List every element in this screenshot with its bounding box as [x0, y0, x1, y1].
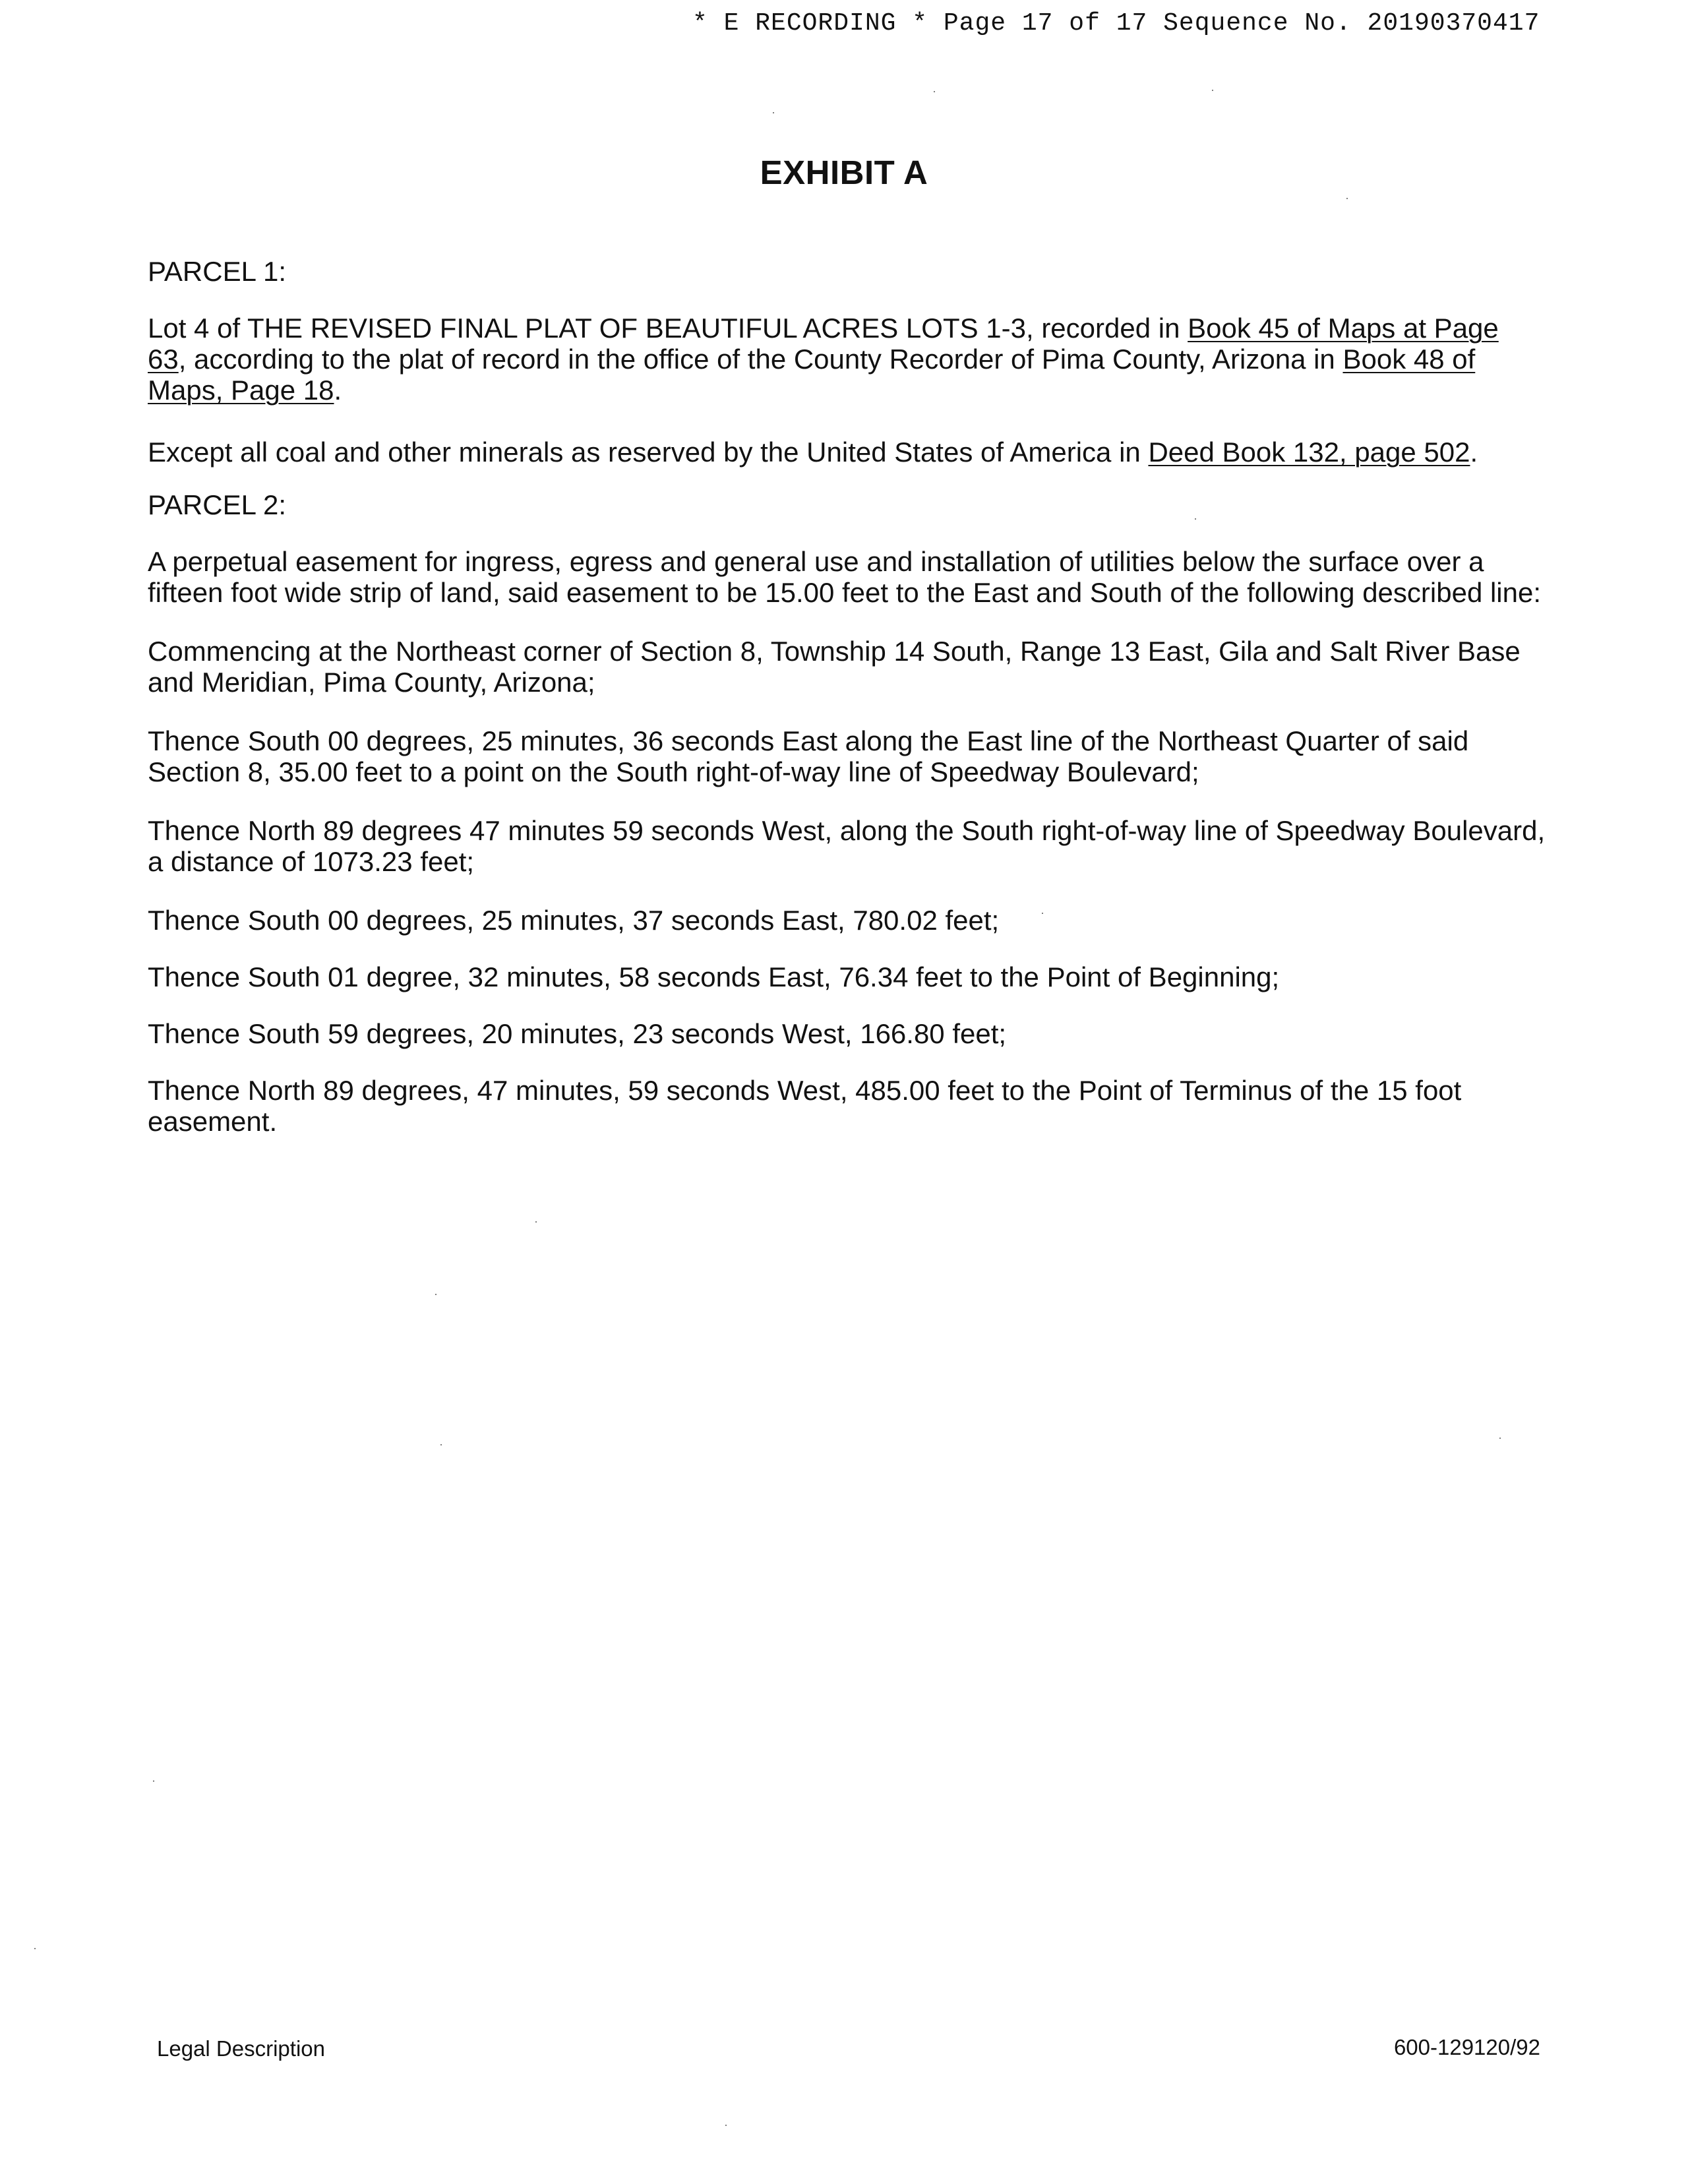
- call-2-line-1: Thence North 89 degrees 47 minutes 59 seconds West, along the South right-of-way line of Speedway Boulevard,: [148, 815, 1546, 846]
- lot-line-2: [148, 344, 1532, 375]
- call-6-paragraph: [148, 1075, 1532, 1137]
- call-3-line: Thence South 00 degrees, 25 minutes, 37 seconds East, 780.02 feet;: [148, 905, 1000, 936]
- scan-speck: [435, 1294, 437, 1295]
- call-1-line-1: Thence South 00 degrees, 25 minutes, 36 seconds East along the East line of the Northeast Quarter of said: [148, 725, 1469, 756]
- book-48-reference: Book 48 of: [1342, 344, 1476, 375]
- call-2-line-2: a distance of 1073.23 feet;: [148, 846, 475, 877]
- call-5-line: Thence South 59 degrees, 20 minutes, 23 seconds West, 166.80 feet;: [148, 1018, 1007, 1049]
- scan-speck: [1346, 198, 1348, 199]
- parcel1-heading: [148, 256, 1532, 287]
- except-line: [148, 437, 1532, 468]
- scan-speck: [535, 1221, 537, 1223]
- call-5-paragraph: [148, 1018, 1532, 1049]
- commencing-paragraph: [148, 636, 1532, 698]
- scan-speck: [153, 1780, 154, 1782]
- book-45-reference: Book 45 of Maps at Page: [1188, 313, 1499, 344]
- scan-speck: [1212, 90, 1213, 91]
- lot-line-2-text: , according to the plat of record in the office of the County Recorder of Pima County, Arizona in: [178, 344, 1343, 375]
- easement-line-2: fifteen foot wide strip of land, said easement to be 15.00 feet to the East and South of the following described line:: [148, 577, 1542, 608]
- footer-legal-description: Legal Description: [157, 2036, 325, 2061]
- call-3-paragraph: [148, 905, 1532, 936]
- scan-speck: [725, 2125, 727, 2126]
- scan-speck: [773, 112, 774, 113]
- footer-file-number: 600-129120/92: [1393, 2035, 1540, 2059]
- except-period: .: [1470, 437, 1478, 468]
- parcel1-lot-paragraph: [148, 313, 1532, 406]
- lot-line-3-text: .: [334, 375, 342, 406]
- easement-line-1: A perpetual easement for ingress, egress and general use and installation of utilities below the surface over a: [148, 546, 1484, 577]
- scan-speck: [934, 91, 935, 92]
- easement-paragraph: [148, 546, 1542, 608]
- commencing-line-1: Commencing at the Northeast corner of Section 8, Township 14 South, Range 13 East, Gila and Salt River Base: [148, 636, 1521, 667]
- call-1-line-2: Section 8, 35.00 feet to a point on the South right-of-way line of Speedway Boulevard;: [148, 756, 1199, 787]
- parcel1-heading-text: PARCEL 1:: [148, 256, 287, 287]
- scan-speck: [440, 1444, 442, 1445]
- lot-line-3: [148, 375, 1532, 406]
- lot-line-1-text: Lot 4 of THE REVISED FINAL PLAT OF BEAUTIFUL ACRES LOTS 1-3, recorded in: [148, 313, 1188, 344]
- scan-speck: [1195, 518, 1196, 520]
- parcel1-except-paragraph: [148, 437, 1532, 468]
- commencing-line-2: and Meridian, Pima County, Arizona;: [148, 667, 595, 698]
- call-2-paragraph: [148, 815, 1546, 877]
- deed-book-reference: Deed Book 132, page 502: [1148, 437, 1470, 468]
- call-6-line-1: Thence North 89 degrees, 47 minutes, 59 seconds West, 485.00 feet to the Point of Terminus of the 15 foot: [148, 1075, 1462, 1106]
- except-text: Except all coal and other minerals as reserved by the United States of America in: [148, 437, 1149, 468]
- scan-speck: [1042, 913, 1043, 914]
- maps-page-18-reference: Maps, Page 18: [148, 375, 334, 406]
- call-4-line: Thence South 01 degree, 32 minutes, 58 seconds East, 76.34 feet to the Point of Beginning;: [148, 961, 1280, 992]
- exhibit-title: EXHIBIT A: [760, 154, 928, 191]
- parcel2-heading: [148, 489, 1532, 520]
- parcel2-heading-text: PARCEL 2:: [148, 489, 287, 520]
- call-6-line-2: easement.: [148, 1106, 278, 1137]
- lot-line-1: [148, 313, 1532, 344]
- page-63-reference: 63: [148, 344, 179, 375]
- call-1-paragraph: [148, 725, 1532, 787]
- scan-speck: [34, 1948, 36, 1949]
- recording-stamp: * E RECORDING * Page 17 of 17 Sequence No. 20190370417: [692, 9, 1540, 38]
- scan-speck: [1499, 1438, 1501, 1439]
- call-4-paragraph: [148, 961, 1532, 992]
